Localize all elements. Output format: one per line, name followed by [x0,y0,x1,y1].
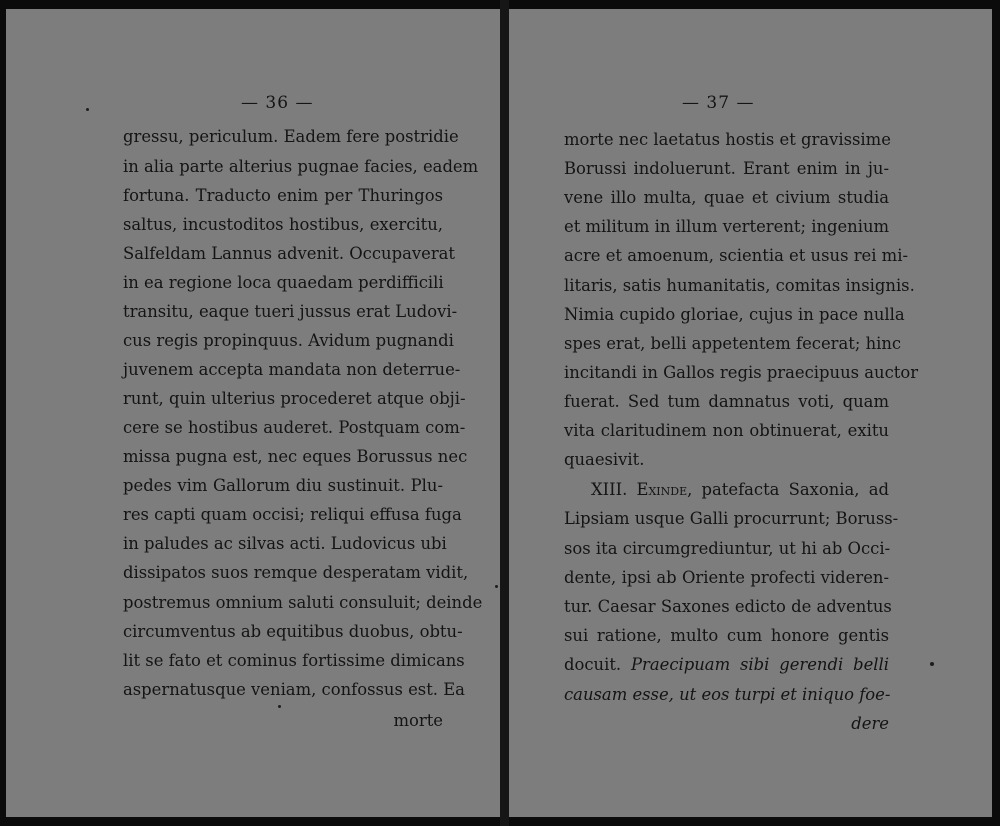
text-line: cere se hostibus auderet. Postquam com- [123,418,466,437]
text-line: in ea regione loca quaedam perdifficili [123,273,444,292]
text-line: Lipsiam usque Galli procurrunt; Boruss- [564,509,899,528]
text-line: et militum in illum verterent; ingenium [564,217,890,236]
italic-text: Praecipuam sibi gerendi belli [631,655,889,674]
catchword: dere [851,714,889,733]
text-line: transitu, eaque tueri jussus erat Ludovi- [123,302,458,321]
text-line: pedes vim Gallorum diu sustinuit. Plu- [123,476,443,495]
left-page-number: — 36 — [241,93,314,113]
book-gutter [500,0,509,826]
text-line: dente, ipsi ab Oriente profecti videren- [564,568,889,587]
text-line: saltus, incustoditos hostibus, exercitu, [123,215,443,234]
section-line-text: patefacta Saxonia, ad [701,480,889,499]
ink-speck [930,662,934,666]
text-line: in alia parte alterius pugnae facies, eadem [123,157,479,176]
italic-text-line: causam esse, ut eos turpi et iniquo foe- [564,685,891,704]
text-line: juvenem accepta mandata non deterrue- [123,360,461,379]
text-line: fuerat. Sed tum damnatus voti, quam [564,392,889,411]
text-line: quaesivit. [564,450,645,469]
text-line: runt, quin ulterius procederet atque obji- [123,389,466,408]
text-line: aspernatusque veniam, confossus est. Ea [123,680,465,699]
text-line: cus regis propinquus. Avidum pugnandi [123,331,454,350]
section-number: XIII. [591,480,628,499]
section-heading-line [591,480,889,500]
text-line [564,655,889,675]
text-line: in paludes ac silvas acti. Ludovicus ubi [123,534,447,553]
text-line: litaris, satis humanitatis, comitas insignis. [564,276,915,295]
text-line: incitandi in Gallos regis praecipuus auctor [564,363,919,382]
text-line: res capti quam occisi; reliqui effusa fuga [123,505,462,524]
text-line: sos ita circumgrediuntur, ut hi ab Occi- [564,539,891,558]
left-page [6,9,500,817]
text-line: missa pugna est, nec eques Borussus nec [123,447,468,466]
ink-speck [86,108,89,111]
text-line: vita claritudinem non obtinuerat, exitu [564,421,889,440]
text-line: acre et amoenum, scientia et usus rei mi- [564,246,909,265]
text-line: Nimia cupido gloriae, cujus in pace nulla [564,305,905,324]
right-page-number: — 37 — [682,93,755,113]
text-line: dissipatos suos remque desperatam vidit, [123,563,469,582]
catchword: morte [393,711,443,730]
text-line: sui ratione, multo cum honore gentis [564,626,889,645]
section-first-word: Exinde, [636,480,693,499]
text-line: postremus omnium saluti consuluit; deinde [123,593,483,612]
text-line: morte nec laetatus hostis et gravissime [564,130,891,149]
text-line: fortuna. Traducto enim per Thuringos [123,186,443,205]
right-page [509,9,992,817]
text-line: tur. Caesar Saxones edicto de adventus [564,597,892,616]
text-line: gressu, periculum. Eadem fere postridie [123,127,459,146]
ink-speck [278,705,281,708]
text-line: Salfeldam Lannus advenit. Occupaverat [123,244,456,263]
text-line: circumventus ab equitibus duobus, obtu- [123,622,463,641]
text-line: spes erat, belli appetentem fecerat; hinc [564,334,902,353]
text-line: lit se fato et cominus fortissime dimicans [123,651,465,670]
text-line: vene illo multa, quae et civium studia [564,188,889,207]
docuit-word: docuit. [564,655,622,674]
text-line: Borussi indoluerunt. Erant enim in ju- [564,159,889,178]
ink-speck [495,585,498,588]
